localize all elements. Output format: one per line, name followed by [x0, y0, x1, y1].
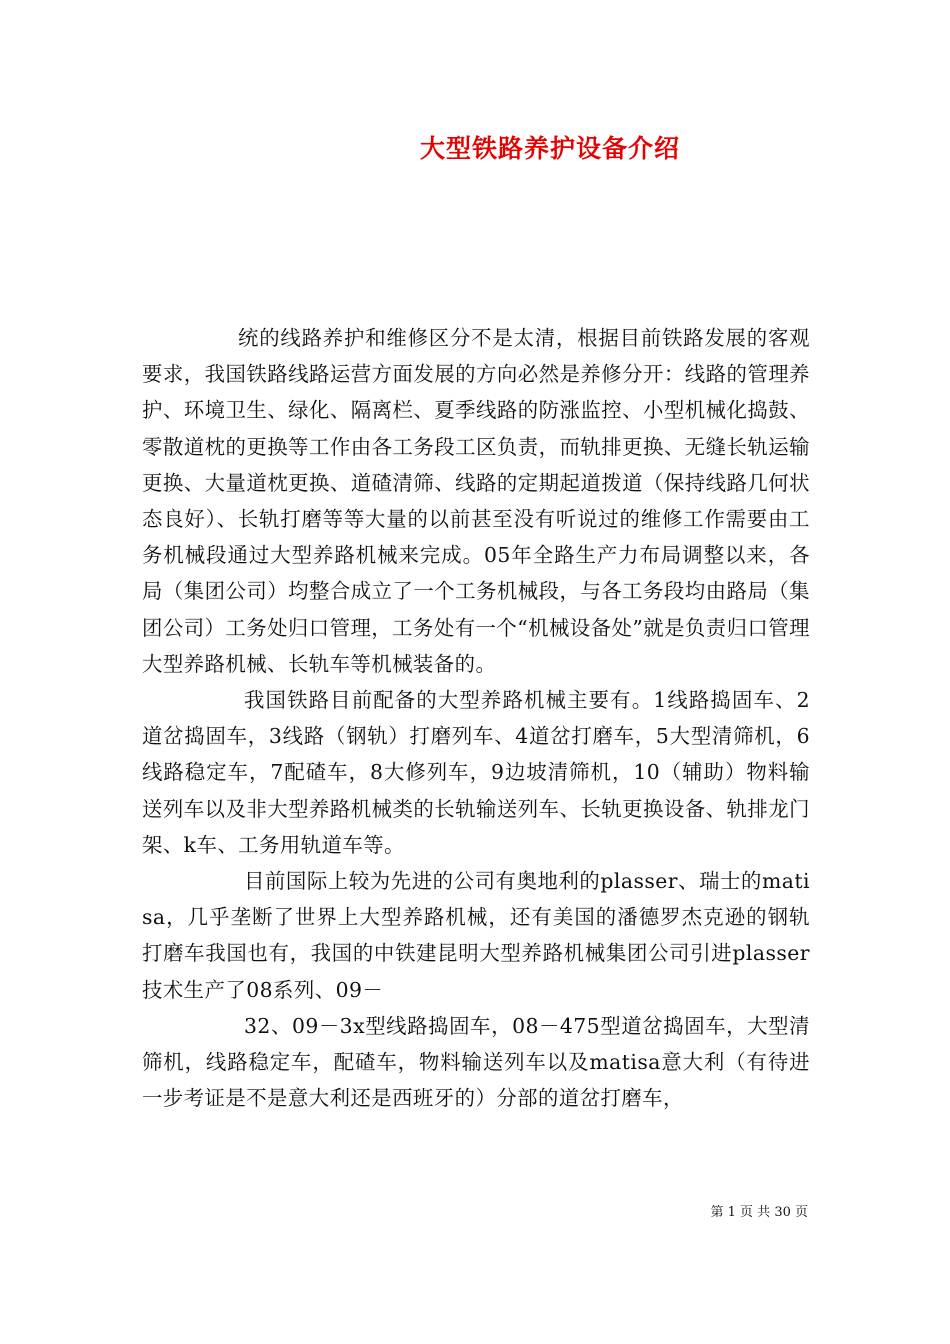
document-title: 大型铁路养护设备介绍	[419, 134, 680, 163]
document-body	[142, 320, 810, 1116]
paragraph-2: 我国铁路目前配备的大型养路机械主要有。1线路捣固车、2道岔捣固车，3线路（钢轨）打磨列车、4道岔打磨车，5大型清筛机，6线路稳定车，7配碴车，8大修列车，9边坡清筛机，10（辅助）物料输送列车以及非大型养路机械类的长轨输送列车、长轨更换设备、轨排龙门架、k车、工务用轨道车等。	[142, 688, 810, 857]
page-number: 第 1 页 共 30 页	[710, 1205, 808, 1220]
paragraph-1: 统的线路养护和维修区分不是太清，根据目前铁路发展的客观要求，我国铁路线路运营方面发展的方向必然是养修分开：线路的管理养护、环境卫生、绿化、隔离栏、夏季线路的防涨监控、小型机械化捣鼓、零散道枕的更换等工作由各工务段工区负责，而轨排更换、无缝长轨运输更换、大量道枕更换、道碴清筛、线路的定期起道拨道（保持线路几何状态良好）、长轨打磨等等大量的以前甚至没有听说过的维修工作需要由工务机械段通过大型养路机械来完成。05年全路生产力布局调整以来，各局（集团公司）均整合成立了一个工务机械段，与各工务段均由路局（集团公司）工务处归口管理，工务处有一个“机械设备处”就是负责归口管理大型养路机械、长轨车等机械装备的。	[142, 326, 810, 676]
paragraph-4: 32、09－3x型线路捣固车，08－475型道岔捣固车，大型清筛机，线路稳定车，配碴车，物料输送列车以及matisa意大利（有待进一步考证是不是意大利还是西班牙的）分部的道岔打磨车，	[142, 1013, 810, 1111]
paragraph-3: 目前国际上较为先进的公司有奥地利的plasser、瑞士的matisa，几乎垄断了世界上大型养路机械，还有美国的潘德罗杰克逊的钢轨打磨车我国也有，我国的中铁建昆明大型养路机械集团公司引进plasser技术生产了08系列、09－	[142, 869, 810, 1002]
